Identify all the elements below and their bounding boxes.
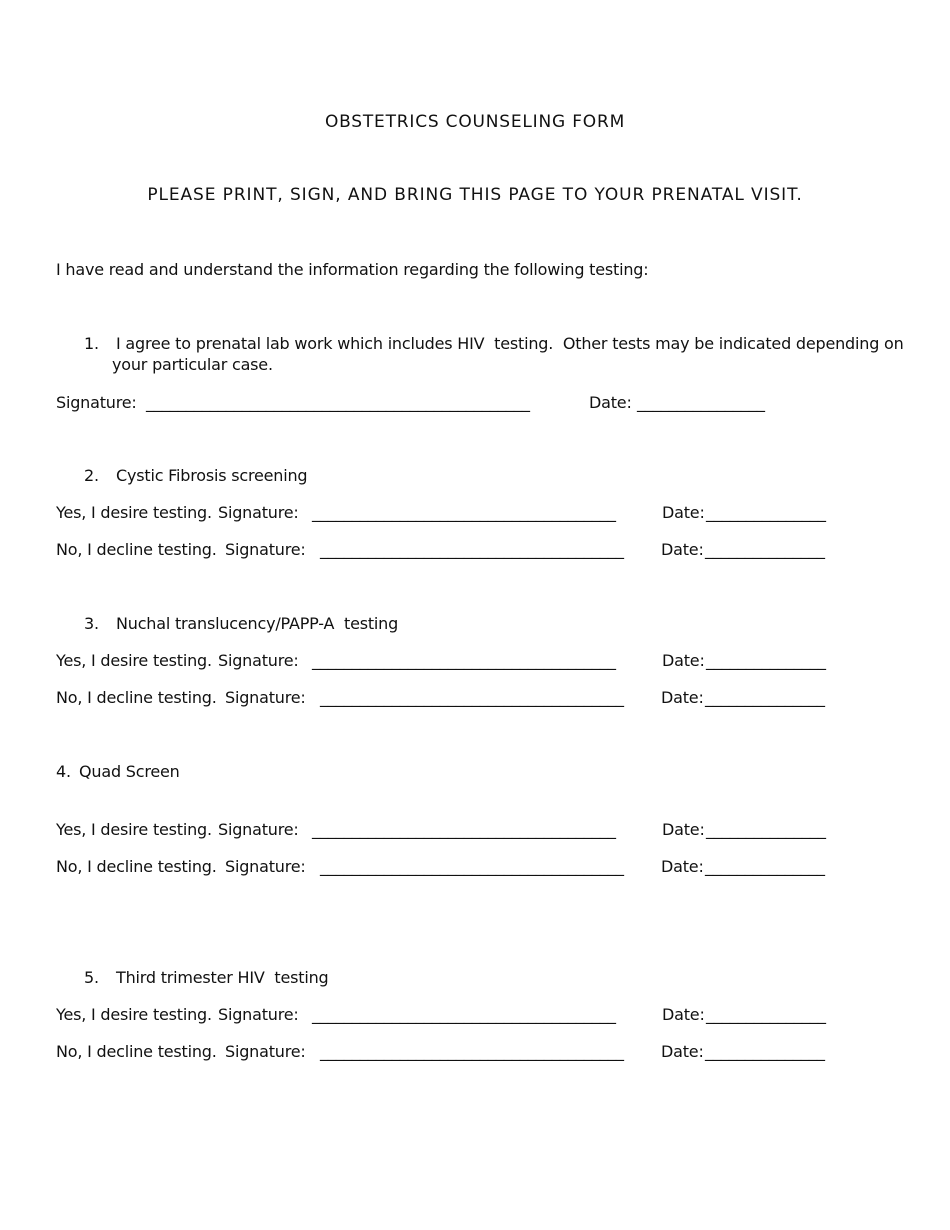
item-4-yes-date-field[interactable]: _______________ [706, 820, 826, 839]
item-4-number: 4. [56, 762, 71, 781]
item-2-no-signature-field[interactable]: ______________________________________ [320, 540, 624, 559]
item-2-yes-label: Yes, I desire testing. [56, 503, 212, 522]
item-4-yes-signature-label: Signature: [218, 820, 299, 839]
item-3-no-signature-field[interactable]: ______________________________________ [320, 688, 624, 707]
item-2-yes-signature-label: Signature: [218, 503, 299, 522]
item-4-yes-label: Yes, I desire testing. [56, 820, 212, 839]
item-5-no-signature-label: Signature: [225, 1042, 306, 1061]
item-2-no-date-field[interactable]: _______________ [705, 540, 825, 559]
item-2-yes-signature-field[interactable]: ______________________________________ [312, 503, 616, 522]
item-2-yes-date-field[interactable]: _______________ [706, 503, 826, 522]
item-4-no-date-field[interactable]: _______________ [705, 857, 825, 876]
item-4-yes-signature-field[interactable]: ______________________________________ [312, 820, 616, 839]
item-5-no-label: No, I decline testing. [56, 1042, 217, 1061]
item-5-yes-signature-label: Signature: [218, 1005, 299, 1024]
item-5-text: Third trimester HIV testing [116, 968, 329, 987]
intro-text: I have read and understand the information regarding the following testing: [56, 260, 649, 279]
item-5-yes-date-label: Date: [662, 1005, 705, 1024]
item-3-yes-date-field[interactable]: _______________ [706, 651, 826, 670]
item-5-yes-signature-field[interactable]: ______________________________________ [312, 1005, 616, 1024]
item-3-yes-label: Yes, I desire testing. [56, 651, 212, 670]
item-3-yes-date-label: Date: [662, 651, 705, 670]
item-3-text: Nuchal translucency/PAPP-A testing [116, 614, 399, 633]
item-3-yes-signature-field[interactable]: ______________________________________ [312, 651, 616, 670]
item-4-no-date-label: Date: [661, 857, 704, 876]
item-4-no-signature-label: Signature: [225, 857, 306, 876]
item-2-no-signature-label: Signature: [225, 540, 306, 559]
item-2-no-date-label: Date: [661, 540, 704, 559]
item-4-no-label: No, I decline testing. [56, 857, 217, 876]
item-2-number: 2. [84, 466, 99, 485]
item-5-no-signature-field[interactable]: ______________________________________ [320, 1042, 624, 1061]
item-4-yes-date-label: Date: [662, 820, 705, 839]
item-2-yes-date-label: Date: [662, 503, 705, 522]
item-3-no-label: No, I decline testing. [56, 688, 217, 707]
item-2-no-label: No, I decline testing. [56, 540, 217, 559]
item-1-text-line2: your particular case. [112, 355, 273, 374]
item-4-text: Quad Screen [79, 762, 180, 781]
item-2-text: Cystic Fibrosis screening [116, 466, 308, 485]
item-1-signature-label: Signature: [56, 393, 137, 412]
item-3-yes-signature-label: Signature: [218, 651, 299, 670]
item-5-no-date-field[interactable]: _______________ [705, 1042, 825, 1061]
item-3-no-date-field[interactable]: _______________ [705, 688, 825, 707]
item-3-number: 3. [84, 614, 99, 633]
item-3-no-signature-label: Signature: [225, 688, 306, 707]
item-1-number: 1. [84, 334, 99, 353]
item-5-number: 5. [84, 968, 99, 987]
item-1-text-line1: I agree to prenatal lab work which includes HIV testing. Other tests may be indicated depending on [116, 334, 904, 353]
item-5-no-date-label: Date: [661, 1042, 704, 1061]
item-1-date-label: Date: [589, 393, 632, 412]
item-4-no-signature-field[interactable]: ______________________________________ [320, 857, 624, 876]
form-instruction: PLEASE PRINT, SIGN, AND BRING THIS PAGE TO YOUR PRENATAL VISIT. [147, 185, 803, 205]
item-3-no-date-label: Date: [661, 688, 704, 707]
item-1-signature-field[interactable]: ________________________________________________ [146, 393, 530, 412]
item-5-yes-label: Yes, I desire testing. [56, 1005, 212, 1024]
item-1-date-field[interactable]: ________________ [637, 393, 765, 412]
item-5-yes-date-field[interactable]: _______________ [706, 1005, 826, 1024]
form-title: OBSTETRICS COUNSELING FORM [324, 112, 626, 132]
